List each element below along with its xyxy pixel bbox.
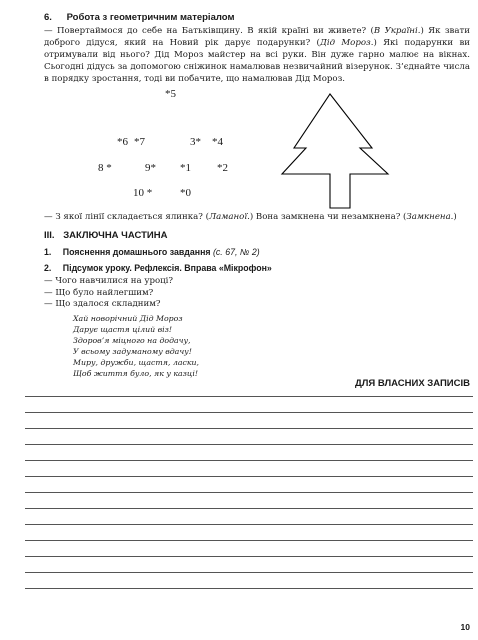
reflection-questions: [44, 276, 344, 311]
dot-label: 3*: [190, 136, 201, 148]
poem-line: Щоб життя було, як у казці!: [73, 369, 198, 378]
writing-line[interactable]: [25, 412, 473, 413]
writing-line[interactable]: [25, 460, 473, 461]
writing-line[interactable]: [25, 572, 473, 573]
section-title: Робота з геометричним матеріалом: [66, 12, 235, 23]
dot-label: *5: [165, 88, 176, 100]
item-title: Підсумок уроку. Рефлексія. Вправа «Мікрофон»: [62, 263, 272, 273]
item-2: [44, 263, 272, 273]
item-reference: (с. 67, № 2): [212, 247, 260, 257]
question-line: — Що було найлегшим?: [44, 287, 154, 298]
dot-label: 10 *: [133, 187, 153, 199]
poem-line: Дарує щастя цілий віз!: [73, 325, 173, 334]
poem-line: Здоров’я міцного на додачу,: [73, 336, 191, 345]
dot-label: *6: [117, 136, 128, 148]
dot-label: *0: [180, 187, 191, 199]
page-number: 10: [460, 622, 470, 632]
writing-line[interactable]: [25, 444, 473, 445]
text-run: ) Вона замкнена чи незамкнена? (: [249, 212, 407, 222]
question-line: — Що здалося складним?: [44, 299, 161, 309]
writing-line[interactable]: [25, 492, 473, 493]
item-title: Пояснення домашнього завдання: [62, 247, 211, 257]
writing-line[interactable]: [25, 396, 473, 397]
dot-label: 8 *: [98, 162, 112, 174]
answer-text: Ламаної.: [208, 212, 250, 222]
writing-line[interactable]: [25, 476, 473, 477]
answer-text: Дід Мороз.: [319, 38, 374, 48]
dot-label: *1: [180, 162, 191, 174]
dot-label: *4: [212, 136, 223, 148]
text-run: — Повертаймося до себе на Батьківщину. В якій країні ви живете? (: [44, 26, 374, 36]
dot-label: *7: [134, 136, 145, 148]
question-line: — Чого навчилися на уроці?: [44, 276, 173, 286]
poem-line: У всьому задуманому вдачу!: [73, 347, 192, 356]
part-title: ЗАКЛЮЧНА ЧАСТИНА: [63, 230, 168, 241]
writing-line[interactable]: [25, 588, 473, 589]
poem: [73, 313, 293, 379]
writing-line[interactable]: [25, 540, 473, 541]
tree-question: [44, 211, 470, 223]
writing-line[interactable]: [25, 428, 473, 429]
section-6-heading: [44, 12, 234, 23]
fir-tree-figure: [270, 88, 410, 213]
answer-text: Замкнена.: [406, 212, 454, 222]
section-number: 6.: [44, 12, 52, 23]
text-run: ) Як звати доброго дідуся, який на Новий рік дарує подарунки? (: [44, 26, 470, 48]
text-run: ): [453, 212, 457, 222]
writing-line[interactable]: [25, 524, 473, 525]
text-run: ) Які подарунки ви отримували від нього? Дід Мороз майстер на всі руки. Він дуже гарно малює на вікнах. Сьогодні дідусь за допомогою сніжинок намалював незвичайний візерунок. З’єднайте числа в порядку зростання, тоді ви побачите, що намалював Дід Мороз.: [44, 38, 471, 84]
dot-label: *2: [217, 162, 228, 174]
text-run: — З якої лінії складається ялинка? (: [44, 212, 209, 222]
writing-line[interactable]: [25, 508, 473, 509]
fir-tree-outline: [282, 94, 388, 208]
poem-line: Миру, дружби, щастя, ласки,: [73, 358, 199, 367]
item-1: [44, 247, 260, 257]
intro-paragraph: [44, 25, 470, 85]
item-number: 2.: [44, 263, 52, 273]
writing-line[interactable]: [25, 556, 473, 557]
answer-text: В Україні.: [373, 26, 421, 36]
poem-line: Хай новорічний Дід Мороз: [73, 314, 183, 323]
part-3-heading: [44, 230, 167, 241]
dot-label: 9*: [145, 162, 156, 174]
item-number: 1.: [44, 247, 52, 257]
part-number: III.: [44, 230, 55, 241]
notes-title: ДЛЯ ВЛАСНИХ ЗАПИСІВ: [354, 378, 470, 389]
